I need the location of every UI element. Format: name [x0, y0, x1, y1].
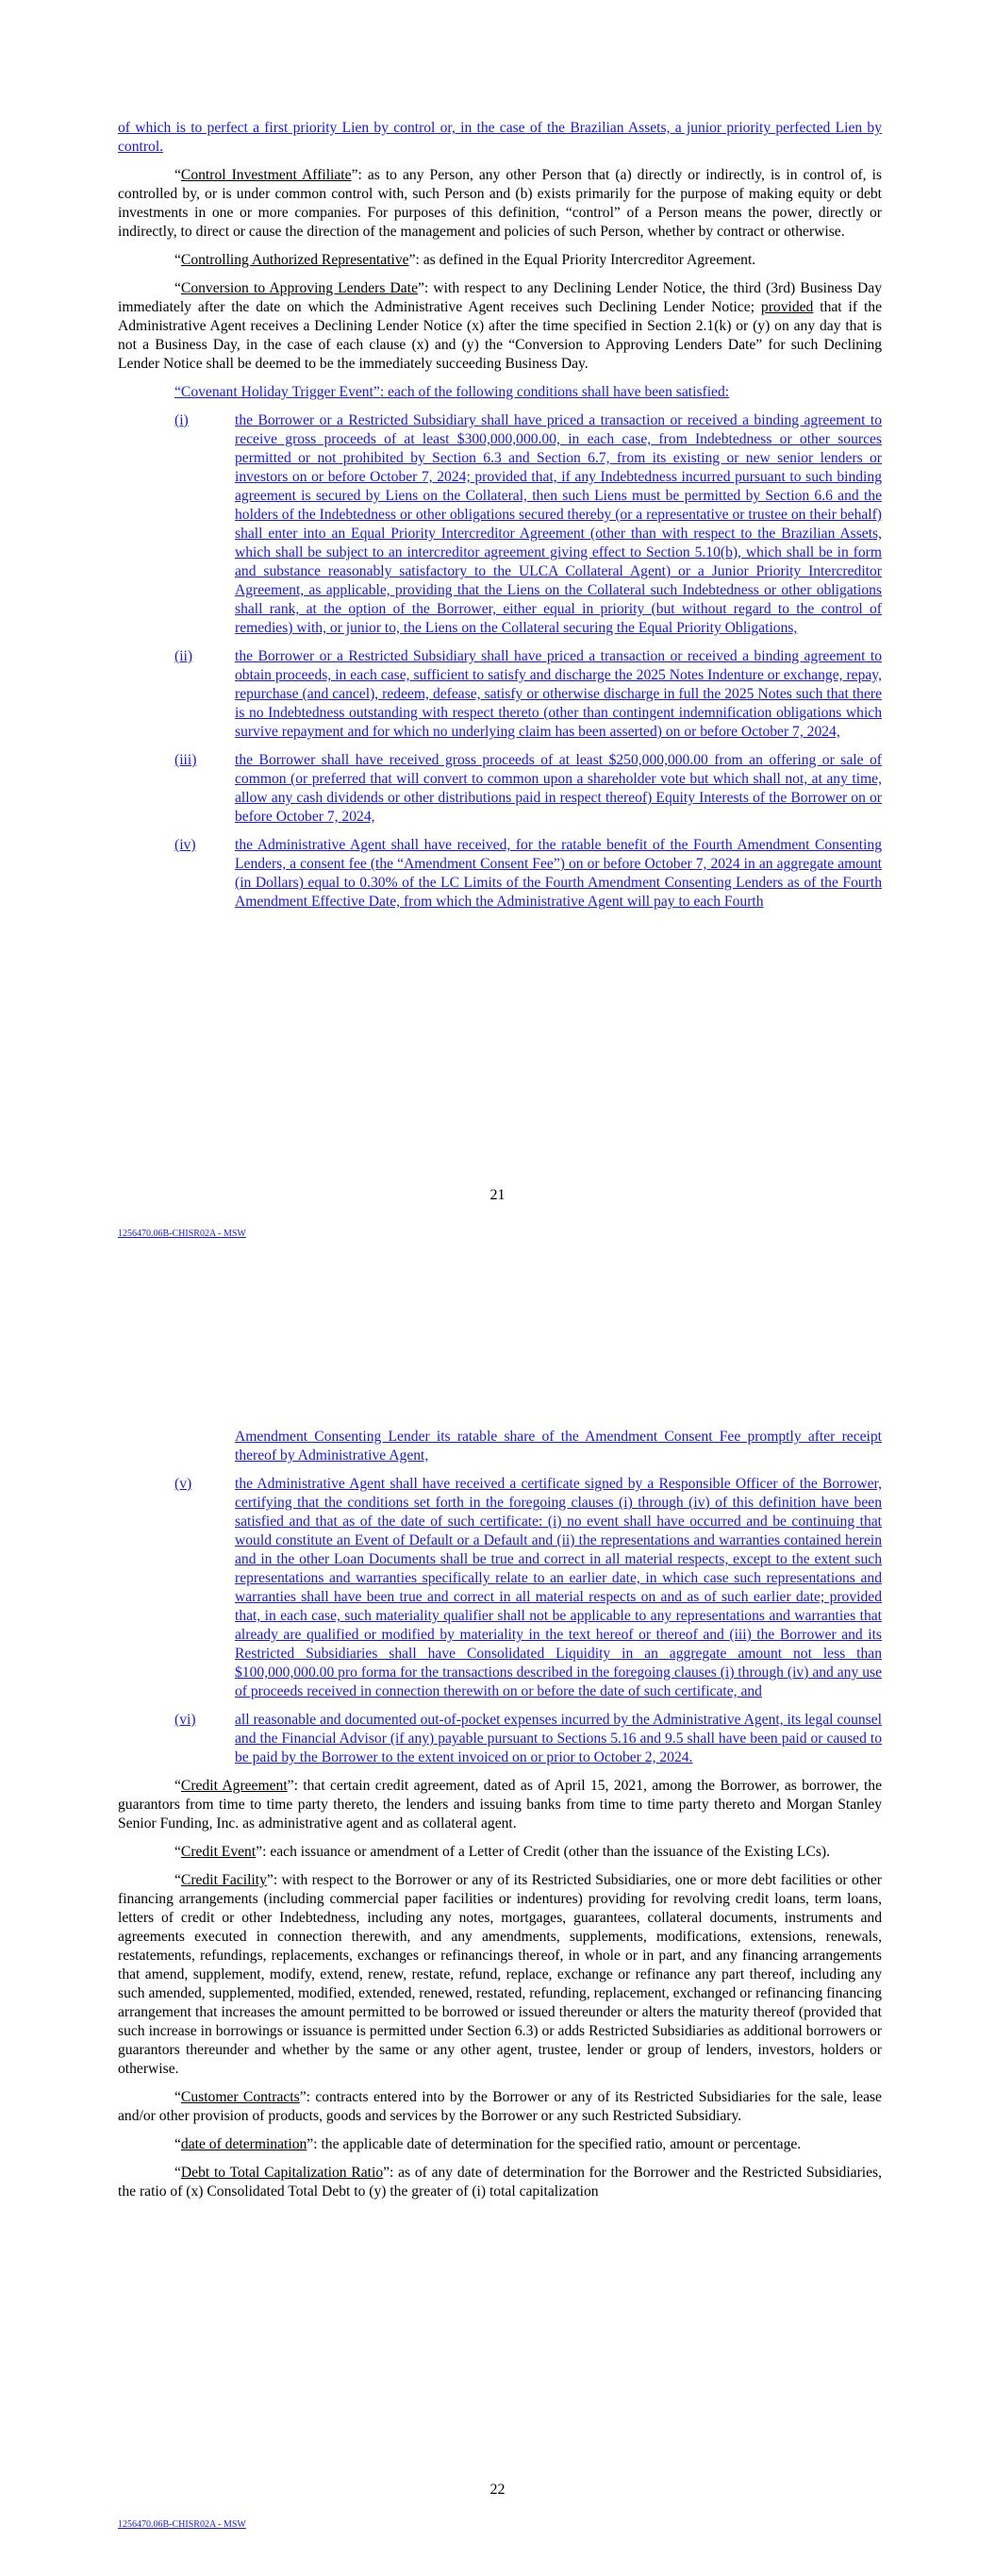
definition-text: : each of the following conditions shall have been satisfied: [379, 384, 730, 400]
item-number: (vi) [174, 1712, 196, 1728]
defined-term: Conversion to Approving Lenders Date [180, 280, 418, 296]
item-number: (iii) [174, 752, 197, 768]
item-text: the Borrower or a Restricted Subsidiary shall have priced a transaction or received a binding agreement to receive gross proceeds of at least $300,000,000.00, in each case, from Indebtedness or other sources permitted or not prohibited by Section 6.3 and Section 6.7, from its existing or new senior lenders or investors on or before October 7, 2024; provided that, if any Indebtedness incurred pursuant to such binding agreement is secured by Liens on the Collateral, then such Liens must be permitted by Section 6.6 and the holders of the Indebtedness or other obligations secured thereby (or a representative or trustee on their behalf) shall enter into an Equal Priority Intercreditor Agreement (other than with respect to the Brazilian Assets, which shall be subject to an intercreditor agreement giving effect to Section 5.10(b), which shall be in form and substance reasonably satisfactory to the ULCA Collateral Agent) or a Junior Priority Intercreditor Agreement, as applicable, providing that the Liens on the Collateral such Indebtedness or other obligations shall rank, at the option of the Borrower, either equal in priority (but without regard to the control of remedies) with, or junior to, the Liens on the Collateral securing the Equal Priority Obligations, [235, 412, 882, 636]
definition-credit-facility: “Credit Facility”: with respect to the Borrower or any of its Restricted Subsidiaries, one or more debt facilities or other financing arrangements (including commercial paper facilities or indentures) providing for revolving credit loans, term loans, letters of credit or other Indebtedness, including any notes, mortgages, guarantees, collateral documents, instruments and agreements executed in connection therewith, and any amendments, supplements, modifications, extensions, renewals, restatements, refundings, replacements, exchanges or refinancings thereof, in whole or in part, and any financing arrangements that amend, supplement, modify, extend, renew, restate, refund, replace, exchange or refinance any part thereof, including any such amended, supplemented, modified, extended, renewed, restated, refunding, replacement, exchanged or refinancing financing arrangement that increases the amount permitted to be borrowed or issued thereunder or alters the maturity thereof (provided that such increase in borrowings or issuance is permitted under Section 6.3) or adds Restricted Subsidiaries as additional borrowers or guarantors thereunder and whether by the same or any other agent, trustee, lender or group of lenders, investors, holders or otherwise. [118, 1872, 882, 2077]
defined-term: Credit Facility [180, 1872, 267, 1888]
definition-text: : each issuance or amendment of a Letter of Credit (other than the issuance of the Existing LCs). [262, 1844, 830, 1860]
item-text: the Borrower or a Restricted Subsidiary shall have priced a transaction or received a binding agreement to obtain proceeds, in each case, sufficient to satisfy and discharge the 2025 Notes Indenture or exchange, repay, repurchase (and cancel), redeem, defease, satisfy or otherwise discharge in full the 2025 Notes such that there is no Indebtedness outstanding with respect thereto (other than contingent indemnification obligations which survive repayment and for which no underlying claim has been asserted) on or before October 7, 2024, [235, 648, 882, 740]
list-item [174, 1475, 882, 1701]
definition-conversion-to-approving-lenders-date: “Conversion to Approving Lenders Date”: with respect to any Declining Lender Notice, the third (3rd) Business Day immediately after the date on which the Administrative Agent receives such Declining Lender Notice; provided that if the Administrative Agent receives a Declining Lender Notice (x) after the time specified in Section 2.1(k) or (y) on any day that is not a Business Day, in the case of each clause (x) and (y) the “Conversion to Approving Lenders Date” for such Declining Lender Notice shall be deemed to be the immediately succeeding Business Day. [118, 280, 882, 372]
definition-controlling-authorized-representative: “Controlling Authorized Representative”: as defined in the Equal Priority Intercreditor Agreement. [174, 252, 756, 268]
carry-over-paragraph: of which is to perfect a first priority Lien by control or, in the case of the Brazilian Assets, a junior priority perfected Lien by control. [118, 120, 882, 155]
item-number: (ii) [174, 648, 193, 664]
defined-term: date of determination [180, 2136, 307, 2152]
page-21-body [118, 119, 882, 921]
item-text: all reasonable and documented out-of-pocket expenses incurred by the Administrative Agent, its legal counsel and the Financial Advisor (if any) payable pursuant to Sections 5.16 and 9.5 shall have been paid or caused to be paid by the Borrower to the extent invoiced on or prior to October 2, 2024. [235, 1712, 882, 1765]
defined-term: Controlling Authorized Representative [180, 252, 409, 268]
definition-text: : contracts entered into by the Borrower or any of its Restricted Subsidiaries for the sale, lease and/or other provision of products, goods and services by the Borrower or any such Restricted Subsidiary. [118, 2089, 882, 2124]
list-item [174, 751, 882, 827]
item-text: the Administrative Agent shall have received, for the ratable benefit of the Fourth Amendment Consenting Lenders, a consent fee (the “Amendment Consent Fee”) on or before October 7, 2024 in an aggregate amount (in Dollars) equal to 0.30% of the LC Limits of the Fourth Amendment Consenting Lenders as of the Fourth Amendment Effective Date, from which the Administrative Agent will pay to each Fourth [235, 837, 882, 910]
item-number: (v) [174, 1476, 192, 1492]
list-item [174, 647, 882, 742]
definition-text: : as of any date of determination for the Borrower and the Restricted Subsidiaries, the ratio of (x) Consolidated Total Debt to (y) the greater of (i) total capitalization [118, 2165, 882, 2200]
list-item [174, 411, 882, 638]
definition-text: : as to any Person, any other Person that (a) directly or indirectly, is in control of, is controlled by, or is under common control with, such Person and (b) exists primarily for the purpose of making equity or debt investments in one or more companies. For purposes of this definition, “control” of a Person means the power, directly or indirectly, to direct or cause the direction of the management and policies of such Person, whether by contract or otherwise. [118, 167, 882, 240]
continuation-paragraph: Amendment Consenting Lender its ratable share of the Amendment Consent Fee promptly after receipt thereof by Administrative Agent, [235, 1429, 882, 1464]
item-text: the Administrative Agent shall have received a certificate signed by a Responsible Officer of the Borrower, certifying that the conditions set forth in the foregoing clauses (i) through (iv) of this definition have been satisfied and that as of the date of such certificate: (i) no event shall have occurred and be continuing that would constitute an Event of Default or a Default and (ii) the representations and warranties contained herein and in the other Loan Documents shall be true and correct in all material respects, except to the extent such representations and warranties specifically relate to an earlier date, in which case such representations and warranties shall have been true and correct in all material respects on and as of such earlier date; provided that, in each case, such materiality qualifier shall not be applicable to any representations and warranties that already are qualified or modified by materiality in the text hereof or thereof and (iii) the Borrower and its Restricted Subsidiaries shall have Consolidated Liquidity in an aggregate amount not less than $100,000,000.00 pro forma for the transactions described in the foregoing clauses (i) through (iv) and any use of proceeds received in connection therewith on or before the date of such certificate, and [235, 1476, 882, 1699]
page-22 [0, 1288, 995, 2576]
definition-credit-event: “Credit Event”: each issuance or amendment of a Letter of Credit (other than the issuance of the Existing LCs). [174, 1844, 830, 1860]
provided-term: provided [760, 299, 814, 315]
item-text: the Borrower shall have received gross proceeds of at least $250,000,000.00 from an offering or sale of common (or preferred that will convert to common upon a shareholder vote but which shall not, at any time, allow any cash dividends or other distributions paid in respect thereof) Equity Interests of the Borrower on or before October 7, 2024, [235, 752, 882, 825]
defined-term: Control Investment Affiliate [180, 167, 352, 183]
defined-term: Credit Event [180, 1844, 257, 1860]
defined-term: Credit Agreement [180, 1778, 288, 1794]
definition-customer-contracts: “Customer Contracts”: contracts entered into by the Borrower or any of its Restricted Subsidiaries for the sale, lease and/or other provision of products, goods and services by the Borrower or any such Restricted Subsidiary. [118, 2089, 882, 2124]
definition-text: : as defined in the Equal Priority Intercreditor Agreement. [415, 252, 756, 268]
defined-term: Customer Contracts [180, 2089, 300, 2105]
definition-control-investment-affiliate: “Control Investment Affiliate”: as to any Person, any other Person that (a) directly or indirectly, is in control of, is controlled by, or is under common control with, such Person and (b) exists primarily for the purpose of making equity or debt investments in one or more companies. For purposes of this definition, “control” of a Person means the power, directly or indirectly, to direct or cause the direction of the management and policies of such Person, whether by contract or otherwise. [118, 167, 882, 240]
list-item [174, 836, 882, 912]
page-number: 21 [489, 1187, 506, 1203]
definition-text: : that certain credit agreement, dated as of April 15, 2021, among the Borrower, as borrower, the guarantors from time to time party thereto, the lenders and issuing banks from time to time party thereto and Morgan Stanley Senior Funding, Inc. as administrative agent and as collateral agent. [118, 1778, 882, 1832]
item-number: (iv) [174, 837, 196, 853]
definition-text: : with respect to any Declining Lender Notice, the third (3rd) Business Day immediately after the date on which the Administrative Agent receives such Declining Lender Notice; [118, 280, 882, 315]
defined-term: Covenant Holiday Trigger Event [180, 384, 373, 400]
definition-text: : the applicable date of determination for the specified ratio, amount or percentage. [313, 2136, 802, 2152]
list-item [174, 1711, 882, 1767]
page-22-body [118, 1428, 882, 2211]
definition-text: : with respect to the Borrower or any of its Restricted Subsidiaries, one or more debt facilities or other financing arrangements (including commercial paper facilities or indentures) providing for revolving credit loans, term loans, letters of credit or other Indebtedness, including any notes, mortgages, guarantees, collateral documents, instruments and agreements executed in connection therewith, and any amendments, supplements, modifications, extensions, renewals, restatements, refundings, replacements, exchanges or refinancings thereof, in whole or in part, and any financing arrangements that amend, supplement, modify, extend, renew, restate, refund, replace, exchange or refinance any part thereof, including any such amended, supplemented, modified, extended, renewed, restated, refunding, replacement, exchanged or refinancing financing arrangement that increases the amount permitted to be borrowed or issued thereunder or alters the maturity thereof (provided that such increase in borrowings or issuance is permitted under Section 6.3) or adds Restricted Subsidiaries as additional borrowers or guarantors thereunder and whether by the same or any other agent, trustee, lender or group of lenders, investors, holders or otherwise. [118, 1872, 882, 2077]
document-footer: 1256470.06B-CHISR02A - MSW [118, 2519, 246, 2530]
item-number: (i) [174, 412, 189, 428]
definition-debt-to-total-capitalization-ratio: “Debt to Total Capitalization Ratio”: as of any date of determination for the Borrower and the Restricted Subsidiaries, the ratio of (x) Consolidated Total Debt to (y) the greater of (i) total capitalization [118, 2165, 882, 2200]
definition-date-of-determination: “date of determination”: the applicable date of determination for the specified ratio, amount or percentage. [174, 2136, 802, 2152]
document-footer: 1256470.06B-CHISR02A - MSW [118, 1229, 246, 1239]
definition-covenant-holiday-trigger-event: “Covenant Holiday Trigger Event”: each of the following conditions shall have been satisfied: [174, 384, 730, 400]
definition-text: that if the Administrative Agent receives a Declining Lender Notice (x) after the time specified in Section 2.1(k) or (y) on any day that is not a Business Day, in the case of each clause (x) and (y) the “Conversion to Approving Lenders Date” for such Declining Lender Notice shall be deemed to be the immediately succeeding Business Day. [118, 299, 882, 372]
page-number: 22 [489, 2482, 506, 2498]
defined-term: Debt to Total Capitalization Ratio [180, 2165, 384, 2181]
definition-credit-agreement: “Credit Agreement”: that certain credit agreement, dated as of April 15, 2021, among the Borrower, as borrower, the guarantors from time to time party thereto, the lenders and issuing banks from time to time party thereto and Morgan Stanley Senior Funding, Inc. as administrative agent and as collateral agent. [118, 1778, 882, 1832]
